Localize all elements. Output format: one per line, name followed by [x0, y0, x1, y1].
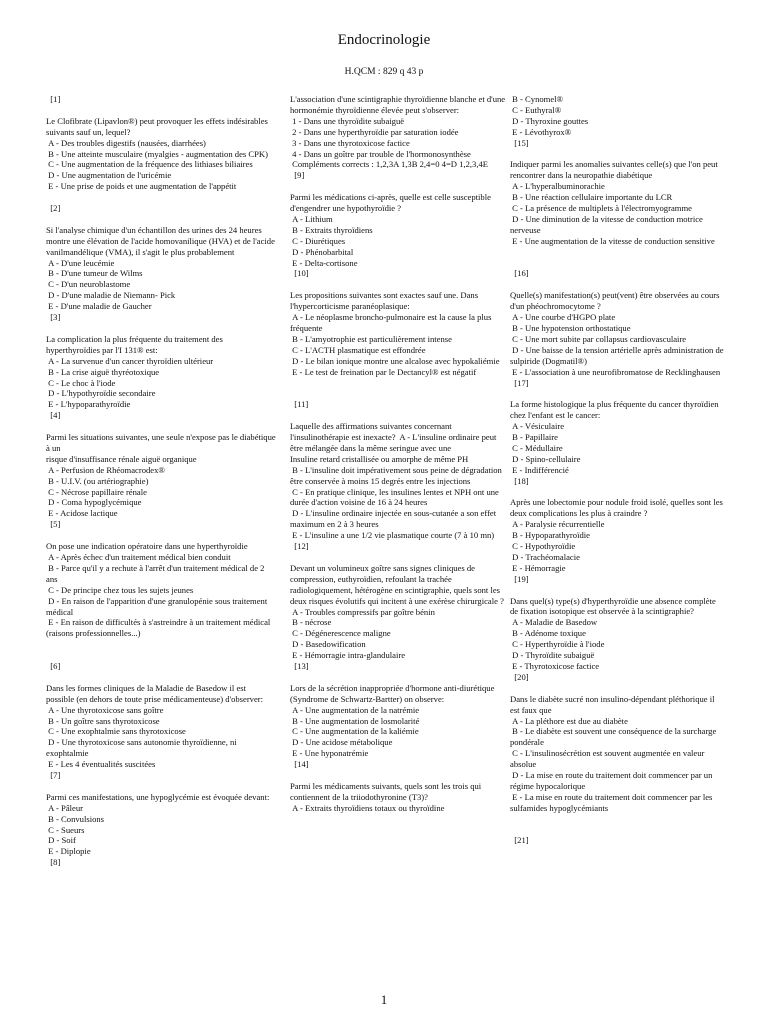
text-line: C - Diurétiques — [290, 235, 346, 246]
text-line: D - Une thyrotoxicose sans autonomie thyroïdienne, ni exophtalmie — [46, 737, 239, 759]
text-line: C - L'insulinosécrétion est souvent augmentée en valeur absolue — [510, 748, 707, 770]
text-line: A - Le néoplasme broncho-pulmonaire est la cause la plus fréquente — [290, 312, 494, 333]
text-line: Parmi ces manifestations, une hypoglycémie est évoquée devant: — [46, 791, 270, 802]
text-line: Dans les formes cliniques de la Maladie de Basedow il est possible (en dehors de toute prise médicamenteuse) d'observer: — [46, 682, 264, 704]
text-line: [13] — [290, 661, 309, 672]
text-line: D - Basedowification — [290, 639, 366, 650]
text-line: E - Hémorragie — [510, 562, 566, 573]
text-line: E - Diplopie — [46, 846, 91, 857]
text-line: D - Une augmentation de l'uricémie — [46, 170, 172, 181]
text-line: Indiquer parmi les anomalies suivantes celle(s) que l'on peut rencontrer dans la neuropathie diabétique — [510, 159, 720, 181]
text-line: La complication la plus fréquente du traitement des hyperthyroïdies par l'I 131® est: — [46, 333, 225, 355]
text-line: [18] — [510, 475, 529, 486]
text-line — [290, 378, 508, 389]
text-line: Compléments corrects : 1,2,3A 1,3B 2,4=0 4=D 1,2,3,4E — [290, 159, 489, 170]
text-line: C - Une exophtalmie sans thyrotoxicose — [46, 726, 186, 737]
text-line: C - D'un neuroblastome — [46, 279, 131, 290]
text-line: B - Une atteinte musculaire (myalgies - augmentation des CPK) — [46, 148, 268, 159]
column-2 — [290, 94, 508, 814]
text-line: D - L'hypothyroïdie secondaire — [46, 388, 156, 399]
text-line: [11] — [290, 399, 309, 410]
text-line: [6] — [46, 661, 61, 671]
text-line: A - Pâleur — [46, 802, 84, 813]
text-line: D - Trachéomalacie — [510, 551, 580, 562]
text-line: A - Perfusion de Rhéomacrodex® — [46, 464, 165, 475]
text-line: B - L'insuline doit impérativement sous peine de dégradation être conservée à moins 15 degrés entre les injections — [290, 464, 504, 486]
text-line: A - Des troubles digestifs (nausées, diarrhées) — [46, 137, 206, 148]
text-line — [46, 192, 276, 203]
text-line — [46, 323, 276, 334]
text-line: B - nécrose — [290, 617, 332, 628]
text-line: D - Thyroïdite subaiguë — [510, 650, 595, 661]
text-line: B - Une augmentation de losmolarité — [290, 715, 420, 726]
text-line: A - La pléthore est due au diabète — [510, 715, 628, 726]
text-line — [510, 487, 725, 498]
text-line — [510, 388, 725, 399]
text-line — [510, 149, 725, 160]
text-line: D - L'insuline ordinaire injectée en sous-cutanée a son effet maximum en 2 à 3 heures — [290, 508, 499, 530]
text-line: C - Hypothyroïdie — [510, 541, 576, 552]
text-line: B - Papillaire — [510, 432, 558, 443]
text-line — [290, 672, 508, 683]
text-line: B - Le diabète est souvent une conséquence de la surcharge pondérale — [510, 726, 719, 748]
text-line: A - Lithium — [290, 213, 333, 224]
text-line — [46, 530, 276, 541]
text-line: B - L'amyotrophie est particulièrement intense — [290, 333, 452, 344]
text-line: Parmi les médicaments suivants, quels sont les trois qui contiennent de la triiodothyronine (T3)? — [290, 780, 484, 802]
text-line: 2 - Dans une hyperthyroïdie par saturation iodée — [290, 126, 459, 137]
text-line: Après une lobectomie pour nodule froid isolé, quelles sont les deux complications les plus à craindre ? — [510, 497, 726, 519]
text-line: [20] — [510, 671, 529, 682]
text-line: B - Une réaction cellulaire importante du LCR — [510, 192, 673, 203]
text-line — [290, 770, 508, 781]
text-line: D - Une baisse de la tension artérielle après administration de sulpiride (Dogmatil®) — [510, 344, 726, 366]
text-line — [46, 214, 276, 225]
text-line: E - Delta-cortisone — [290, 257, 358, 268]
text-line: C - Médullaire — [510, 442, 563, 453]
text-line — [510, 279, 725, 290]
text-line: D - Thyroxine gouttes — [510, 115, 589, 126]
text-line: B - D'une tumeur de Wilms — [46, 268, 143, 279]
text-line: C - La présence de multiplets à l'électromyogramme — [510, 203, 692, 214]
text-line: C - Nécrose papillaire rénale — [46, 486, 147, 497]
text-line: A - La survenue d'un cancer thyroïdien ultérieur — [46, 355, 214, 366]
text-line: A - Après échec d'un traitement médical bien conduit — [46, 551, 231, 562]
text-line: D - En raison de l'apparition d'une granulopénie sous traitement médical — [46, 595, 270, 617]
text-line: D - La mise en route du traitement doit commencer par un régime hypocalorique — [510, 770, 715, 791]
text-line: [17] — [510, 377, 529, 388]
text-line — [510, 814, 725, 825]
text-line: [12] — [290, 541, 309, 552]
text-line: E - L'association à une neurofibromatose de Recklinghausen — [510, 366, 721, 377]
text-line — [46, 650, 276, 661]
text-line: E - Le test de freination par le Dectancyl® est négatif — [290, 366, 477, 377]
text-line — [290, 279, 508, 290]
text-line — [510, 683, 725, 694]
text-line: [9] — [290, 170, 305, 181]
text-line: A - Une augmentation de la natrémie — [290, 704, 420, 715]
text-line: [1] — [46, 94, 61, 104]
text-line: Dans le diabète sucré non insulino-dépendant pléthorique il est faux que — [510, 693, 717, 715]
text-line — [290, 388, 508, 399]
text-line: C - L'ACTH plasmatique est effondrée — [290, 344, 426, 355]
text-line: E - Acidose lactique — [46, 508, 118, 519]
text-line: C - Sueurs — [46, 824, 85, 835]
text-line: [10] — [290, 268, 309, 279]
text-line: B - Un goître sans thyrotoxicose — [46, 715, 160, 726]
text-line: [16] — [510, 268, 529, 279]
text-line: B - Une hypotension orthostatique — [510, 322, 631, 333]
text-line: On pose une indication opératoire dans une hyperthyroïdie — [46, 541, 248, 552]
text-line: A - L'hyperalbuminorachie — [510, 181, 605, 192]
text-line: E - La mise en route du traitement doit commencer par les sulfamides hypoglycémiants — [510, 791, 715, 813]
text-line: B - Adénome toxique — [510, 628, 586, 639]
text-line: B - Convulsions — [46, 813, 105, 824]
text-line: [4] — [46, 410, 61, 421]
text-line: Quelle(s) manifestation(s) peut(vent) être observées au cours d'un phéochromocytome ? — [510, 290, 722, 312]
text-line: A - Maladie de Basedow — [510, 617, 598, 628]
text-line: Le Clofibrate (Lipavlon®) peut provoquer les effets indésirables suivants sauf un, lequel? — [46, 115, 271, 137]
text-line: C - Hyperthyroïdie à l'iode — [510, 639, 605, 650]
text-line: D - Spino-cellulaire — [510, 453, 581, 464]
text-line — [290, 181, 508, 192]
text-line: B - Parce qu'il y a rechute à l'arrêt d'un traitement médical de 2 ans — [46, 562, 267, 584]
text-line: D - Soif — [46, 835, 76, 846]
text-line: C - Euthyral® — [510, 104, 562, 115]
text-line — [46, 421, 276, 432]
text-line: E - Une prise de poids et une augmentation de l'appétit — [46, 181, 237, 192]
text-line: A - Extraits thyroïdiens totaux ou thyroïdine — [290, 802, 445, 813]
text-line: A - Une courbe d'HGPO plate — [510, 312, 616, 323]
text-line — [46, 639, 276, 650]
text-line: 4 - Dans un goître par trouble de l'hormonosynthèse — [290, 148, 471, 159]
text-line: E - Hémorragie intra-glandulaire — [290, 650, 406, 661]
text-line: E - En raison de difficultés à s'astreindre à un traitement médical (raisons professionnelles...) — [46, 617, 273, 639]
text-line: D - Une acidose métabolique — [290, 737, 393, 748]
text-line — [510, 247, 725, 258]
text-line — [46, 781, 276, 792]
text-line: [21] — [510, 835, 529, 846]
text-line: [19] — [510, 573, 529, 584]
text-line: 3 - Dans une thyrotoxicose factice — [290, 137, 410, 148]
text-line: Parmi les situations suivantes, une seule n'expose pas le diabétique à un — [46, 432, 278, 453]
text-line: E - Une augmentation de la vitesse de conduction sensitive — [510, 235, 715, 246]
document-subtitle: H.QCM : 829 q 43 p — [344, 67, 424, 77]
text-line: A - Une thyrotoxicose sans goître — [46, 704, 164, 715]
text-line: C - En pratique clinique, les insulines lentes et NPH ont une durée d'action voisine de 16 à 24 heures — [290, 486, 502, 508]
text-line: E - Lévothyrox® — [510, 126, 572, 137]
text-line — [46, 105, 276, 116]
text-line: Insuline retard cristallisée ou amorphe de même PH — [290, 453, 469, 464]
text-line: Lors de la sécrétion inappropriée d'hormone anti-diurétique (Syndrome de Schwartz-Bartter) on observe: — [290, 682, 497, 704]
text-line: C - Une augmentation de la kaliémie — [290, 726, 419, 737]
text-line: C - De principe chez tous les sujets jeunes — [46, 584, 194, 595]
text-line: E - Les 4 éventualités suscitées — [46, 759, 156, 770]
text-line: A - Paralysie récurrentielle — [510, 519, 605, 530]
text-line: B - Extraits thyroïdiens — [290, 224, 373, 235]
text-line: B - Cynomel® — [510, 94, 564, 104]
text-line: La forme histologique la plus fréquente du cancer thyroïdien chez l'enfant est le cancer: — [510, 399, 721, 421]
text-line — [510, 825, 725, 836]
text-line: A - D'une leucémie — [46, 257, 115, 268]
text-line: A - Vésiculaire — [510, 421, 565, 432]
text-line: B - U.I.V. (ou artériographie) — [46, 475, 149, 486]
text-line: E - Une hyponatrémie — [290, 748, 369, 759]
page-number: 1 — [380, 992, 388, 1007]
document-title: Endocrinologie — [337, 32, 431, 48]
text-line: B - Hypoparathyroïdie — [510, 530, 590, 541]
text-line: E - Thyrotoxicose factice — [510, 661, 600, 672]
text-line: Parmi les médications ci-après, quelle est celle susceptible d'engendrer une hypothyroïdie ? — [290, 192, 494, 214]
text-line: [7] — [46, 770, 61, 781]
text-line — [510, 258, 725, 269]
text-line: D - Une diminution de la vitesse de conduction motrice nerveuse — [510, 213, 705, 235]
text-line: Dans quel(s) type(s) d'hyperthyroïdie une absence complète de fixation isotopique est observée à la scintigraphie? — [510, 595, 718, 617]
text-line: [2] — [46, 203, 61, 214]
column-1 — [46, 94, 276, 868]
text-line: E - D'une maladie de Gaucher — [46, 301, 152, 312]
text-line: E - L'hypoparathyroïdie — [46, 399, 131, 410]
text-line: [3] — [46, 312, 61, 323]
text-line: Devant un volumineux goître sans signes cliniques de compression, euthyroïdien, refoulant la trachée radiologiquement, hétérogène en scintigraphie, quels sont les deux risques évolutifs qui incitent à une exérèse chirurgicale ? — [290, 562, 504, 606]
text-line: Laquelle des affirmations suivantes concernant l'insulinothérapie est inexacte? A - L'insuline ordinaire peut être mélangée dans la même seringue avec une — [290, 421, 499, 453]
column-3 — [510, 94, 725, 846]
text-line: [5] — [46, 519, 61, 530]
text-line: Les propositions suivantes sont exactes sauf une. Dans l'hypercorticisme paranéoplasique: — [290, 290, 481, 312]
text-line: D - D'une maladie de Niemann- Pick — [46, 290, 176, 301]
text-line: C - Une mort subite par collapsus cardiovasculaire — [510, 333, 687, 344]
text-line: [15] — [510, 137, 529, 148]
text-line: risque d'insuffisance rénale aiguë organique — [46, 453, 197, 464]
text-line: C - Le choc à l'iode — [46, 377, 116, 388]
text-line — [510, 585, 725, 596]
text-line: L'association d'une scintigraphie thyroïdienne blanche et d'une hormonémie thyroïdienne élevée peut s'observer: — [290, 94, 508, 115]
text-line: Si l'analyse chimique d'un échantillon des urines des 24 heures montre une élévation de l'acide homovanilique (HVA) et de l'acide vanilmandélique (VMA), il s'agit le plus probablement — [46, 224, 278, 257]
text-line: [8] — [46, 857, 61, 868]
text-line — [290, 552, 508, 563]
text-line: E - L'insuline a une 1/2 vie plasmatique courte (7 à 10 mn) — [290, 530, 495, 541]
text-line: E - Indifférencié — [510, 464, 569, 475]
text-line: D - Coma hypoglycémique — [46, 497, 142, 508]
text-line: 1 - Dans une thyroïdite subaiguë — [290, 115, 405, 126]
text-line: B - La crise aiguë thyréotoxique — [46, 366, 160, 377]
text-line: D - Phénobarbital — [290, 246, 354, 257]
text-line — [290, 410, 508, 421]
text-line: C - Une augmentation de la fréquence des lithiases biliaires — [46, 159, 253, 170]
text-line: C - Dégénerescence maligne — [290, 628, 391, 639]
text-line: [14] — [290, 759, 309, 770]
text-line — [46, 672, 276, 683]
text-line: A - Troubles compressifs par goître bénin — [290, 606, 435, 617]
text-line: D - Le bilan ionique montre une alcalose avec hypokaliémie — [290, 355, 500, 366]
